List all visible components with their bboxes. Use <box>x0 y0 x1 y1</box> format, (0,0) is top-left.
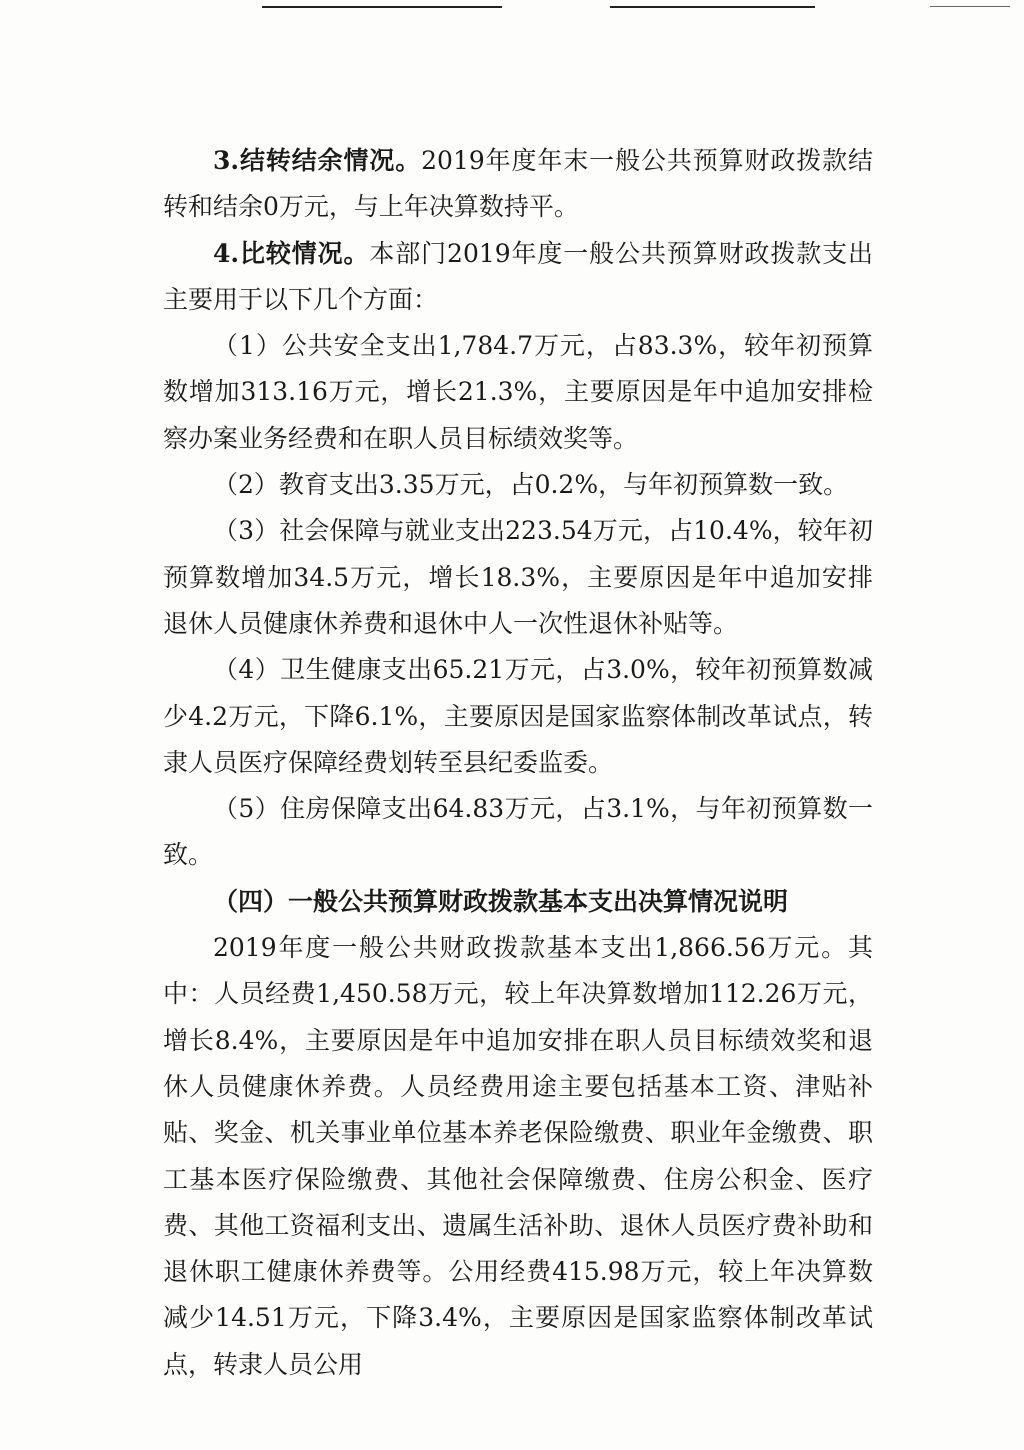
paragraph-text: （4）卫生健康支出65.21万元，占3.0%，较年初预算数减少4.2万元，下降6.1%，主要原因是国家监察体制改革试点，转隶人员医疗保障经费划转至县纪委监委。 <box>163 655 873 777</box>
section-heading: （四）一般公共预算财政拨款基本支出决算情况说明 <box>213 886 789 916</box>
paragraph-text: （3）社会保障与就业支出223.54万元，占10.4%，较年初预算数增加34.5万元，增长18.3%，主要原因是年中追加安排退休人员健康休养费和退休中人一次性退休补贴等。 <box>163 516 873 638</box>
paragraph-item-3 <box>163 508 873 647</box>
paragraph-lead: 4.比较情况。 <box>213 238 370 268</box>
scan-edge-line <box>262 6 502 8</box>
scan-edge-line <box>610 6 815 8</box>
paragraph-text: （2）教育支出3.35万元，占0.2%，与年初预算数一致。 <box>213 470 849 500</box>
paragraph-text: （5）住房保障支出64.83万元，占3.1%，与年初预算数一致。 <box>163 794 873 870</box>
scan-edge-line <box>930 6 1010 7</box>
document-body <box>163 138 873 1388</box>
paragraph-item-1 <box>163 323 873 462</box>
paragraph-text: （1）公共安全支出1,784.7万元，占83.3%，较年初预算数增加313.16万元，增长21.3%，主要原因是年中追加安排检察办案业务经费和在职人员目标绩效奖等。 <box>163 331 873 453</box>
paragraph-lead: 3.结转结余情况。 <box>213 146 422 175</box>
paragraph-comparison <box>163 231 873 324</box>
paragraph-basic-expenditure: 2019年度一般公共财政拨款基本支出1,866.56万元。其中：人员经费1,450.58万元，较上年决算数增加112.26万元，增长8.4%，主要原因是年中追加安排在职人员目标绩效奖和退休人员健康休养费。人员经费用途主要包括基本工资、津贴补贴、奖金、机关事业单位基本养老保险缴费、职业年金缴费、职工基本医疗保险缴费、其他社会保障缴费、住房公积金、医疗费、其他工资福利支出、遗属生活补助、退休人员医疗费补助和退休职工健康休养费等。公用经费415.98万元，较上年决算数减少14.51万元，下降3.4%，主要原因是国家监察体制改革试点，转隶人员公用 <box>163 933 873 1379</box>
paragraph-text: 本部门2019年度一般公共预算财政拨款支出主要用于以下几个方面： <box>163 238 873 314</box>
paragraph-item-4 <box>163 647 873 786</box>
paragraph-item-2 <box>163 462 873 508</box>
paragraph-carryover <box>163 138 873 231</box>
paragraph-item-5 <box>163 786 873 879</box>
paragraph-text: 2019年度年末一般公共预算财政拨款结转和结余0万元，与上年决算数持平。 <box>163 146 873 222</box>
